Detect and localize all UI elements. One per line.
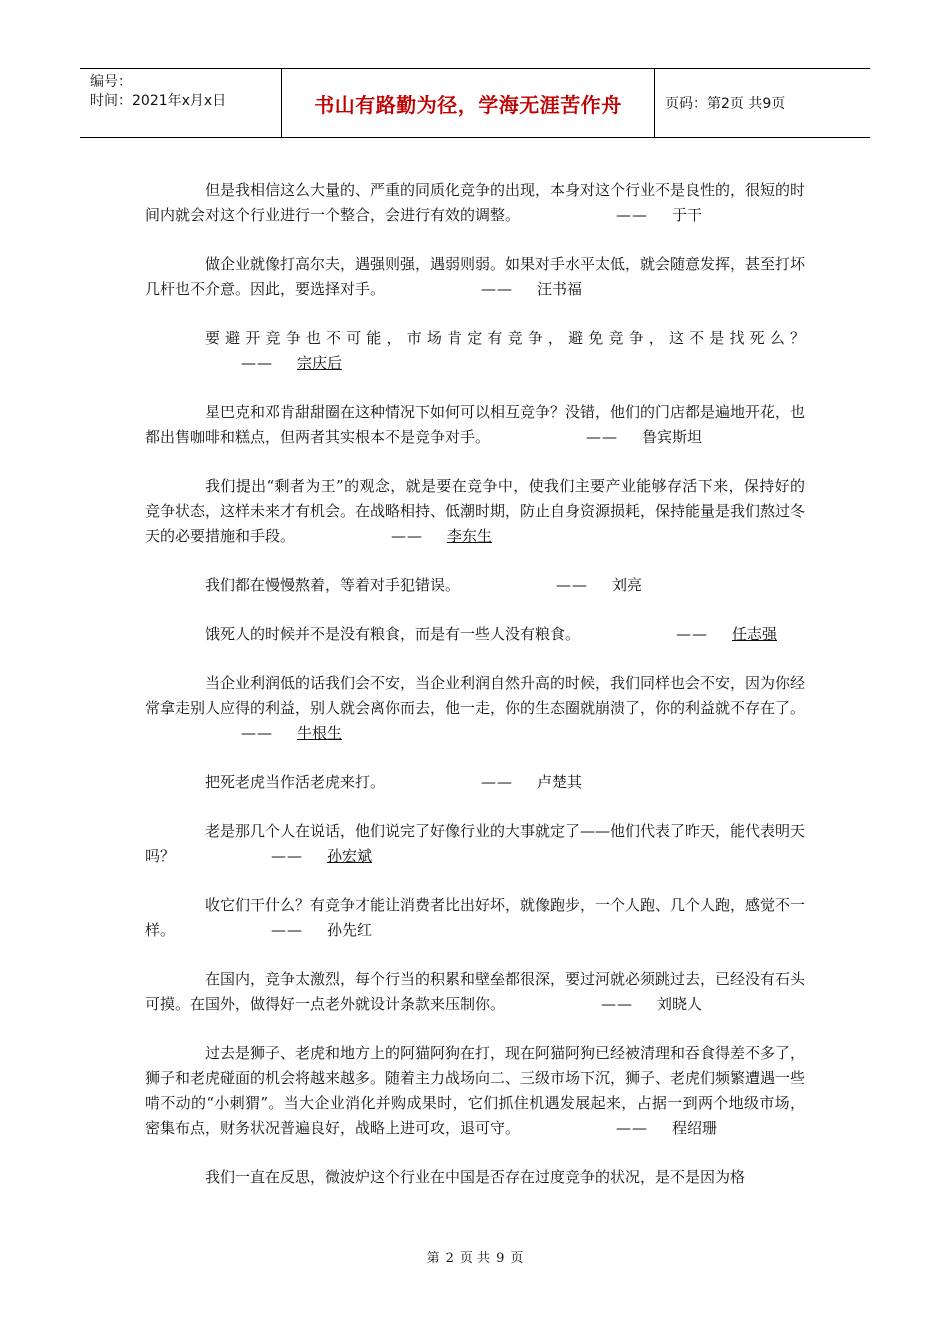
page-footer (0, 1247, 950, 1266)
quote-dash: —— (586, 428, 619, 446)
quote-paragraph (145, 573, 805, 598)
quote-text: 星巴克和邓肯甜甜圈在这种情况下如何可以相互竞争？没错，他们的门店都是遍地开花，也都出售咖啡和糕点，但两者其实根本不是竞争对手。 (145, 403, 806, 446)
footer-prefix: 第 (426, 1251, 440, 1266)
quote-dash: —— (601, 995, 634, 1013)
header-motto: 书山有路勤为径，学海无涯苦作舟 (282, 69, 655, 137)
quote-author: 程绍珊 (672, 1119, 718, 1137)
quote-dash: —— (271, 921, 304, 939)
footer-suffix: 页 (510, 1251, 524, 1266)
quote-dash: —— (241, 354, 273, 372)
quote-author: 刘亮 (612, 576, 643, 594)
quote-dash: —— (271, 847, 304, 865)
document-number-label: 编号： (90, 74, 132, 90)
footer-current-page: 2 (445, 1251, 454, 1266)
quote-author-link[interactable]: 任志强 (732, 625, 778, 643)
quote-text: 老是那几个人在说话，他们说完了好像行业的大事就定了——他们代表了昨天，能代表明天吗？ (145, 822, 806, 865)
quote-author: 刘晓人 (657, 995, 703, 1013)
quote-paragraph (145, 967, 805, 1017)
quote-author-link[interactable]: 孙宏斌 (327, 847, 373, 865)
page-header (80, 68, 870, 138)
quote-dash: —— (556, 576, 589, 594)
quote-text: 过去是狮子、老虎和地方上的阿猫阿狗在打，现在阿猫阿狗已经被清理和吞食得差不多了，狮子和老虎碰面的机会将越来越多。随着主力战场向二、三级市场下沉，狮子、老虎们频繁遭遇一些啃不动的“小刺猬”。当大企业消化并购成果时，它们抓住机遇发展起来，占据一到两个地级市场，密集布点，财务状况普遍良好，战略上进可攻，退可守。 (145, 1044, 806, 1137)
quote-paragraph (145, 819, 805, 869)
header-page-info: 页码：第2页 共9页 (665, 96, 786, 112)
quote-paragraph (145, 1041, 805, 1141)
quote-text: 当企业利润低的话我们会不安，当企业利润自然升高的时候，我们同样也会不安，因为你经常拿走别人应得的利益，别人就会离你而去，他一走，你的生态圈就崩溃了，你的利益就不存在了。 (145, 674, 806, 717)
quote-author: 卢楚其 (537, 773, 583, 791)
quote-dash: —— (241, 724, 273, 742)
quote-author: 孙先红 (327, 921, 373, 939)
quote-paragraph (145, 400, 805, 450)
quote-author: 鲁宾斯坦 (642, 428, 703, 446)
quote-dash: —— (481, 773, 514, 791)
footer-total-pages: 9 (496, 1251, 505, 1266)
quote-paragraph (145, 474, 805, 549)
quote-dash: —— (676, 625, 709, 643)
header-meta (80, 69, 282, 137)
footer-mid: 页 共 (459, 1251, 491, 1266)
quote-dash: —— (616, 1119, 649, 1137)
trailing-paragraph: 我们一直在反思，微波炉这个行业在中国是否存在过度竞争的状况，是不是因为格 (205, 1168, 746, 1186)
quote-text: 收它们干什么？有竞争才能让消费者比出好坏，就像跑步，一个人跑、几个人跑，感觉不一样。 (145, 896, 806, 939)
quote-paragraph (145, 178, 805, 228)
quote-text: 我们都在慢慢熬着，等着对手犯错误。 (205, 576, 461, 594)
quote-dash: —— (616, 206, 649, 224)
quote-text: 饿死人的时候并不是没有粮食，而是有一些人没有粮食。 (205, 625, 581, 643)
quote-text: 要避开竞争也不可能，市场肯定有竞争，避免竞争，这不是找死么？ (205, 329, 805, 347)
quote-author-link[interactable]: 牛根生 (297, 724, 343, 742)
quote-paragraph (145, 622, 805, 647)
quotes-body (145, 178, 805, 1190)
quote-text: 把死老虎当作活老虎来打。 (205, 773, 386, 791)
quote-paragraph (145, 893, 805, 943)
quote-author: 于干 (672, 206, 703, 224)
quote-paragraph (145, 671, 805, 746)
quote-dash: —— (481, 280, 514, 298)
quote-paragraph (145, 326, 805, 376)
quote-author-link[interactable]: 宗庆后 (297, 354, 343, 372)
quote-author-link[interactable]: 李东生 (447, 527, 493, 545)
quote-author: 汪书福 (537, 280, 583, 298)
quote-text: 我们提出“剩者为王”的观念，就是要在竞争中，使我们主要产业能够存活下来，保持好的竞争状态，这样未来才有机会。在战略相持、低潮时期，防止自身资源损耗，保持能量是我们熬过冬天的必要措施和手段。 (145, 477, 806, 545)
quote-paragraph (145, 770, 805, 795)
quote-paragraph (145, 252, 805, 302)
document-time-label: 时间：2021年x月x日 (90, 93, 227, 109)
quote-dash: —— (391, 527, 424, 545)
quote-text: 做企业就像打高尔夫，遇强则强，遇弱则弱。如果对手水平太低，就会随意发挥，甚至打坏几杆也不介意。因此，要选择对手。 (145, 255, 806, 298)
quote-text: 在国内，竞争太激烈，每个行当的积累和壁垒都很深，要过河就必须跳过去，已经没有石头可摸。在国外，做得好一点老外就设计条款来压制你。 (145, 970, 806, 1013)
quote-text: 但是我相信这么大量的、严重的同质化竞争的出现，本身对这个行业不是良性的，很短的时间内就会对这个行业进行一个整合，会进行有效的调整。 (145, 181, 806, 224)
